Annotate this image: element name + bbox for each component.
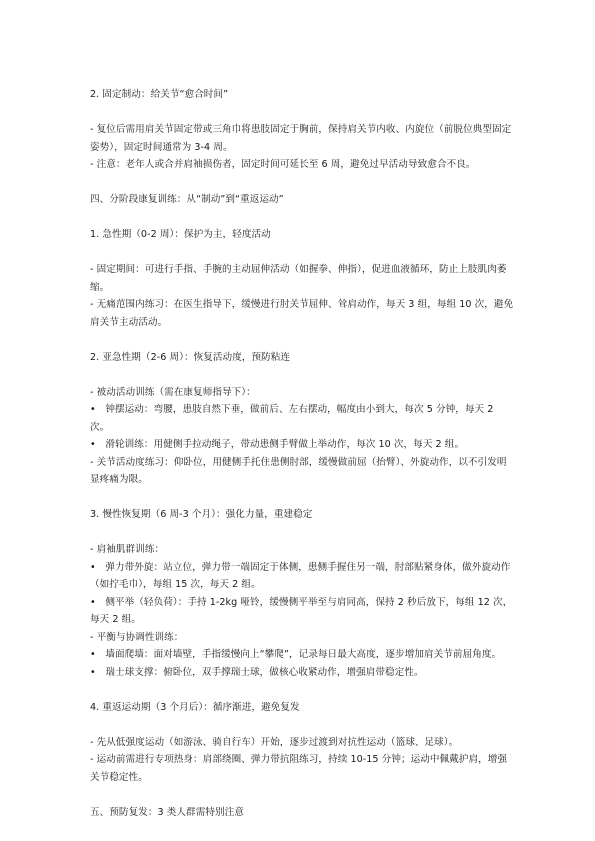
- document-body: [90, 86, 515, 821]
- subheading-subacute-phase: 2. 亚急性期（2-6 周）：恢复活动度，预防粘连: [90, 351, 291, 363]
- subheading-return-phase: 4. 重返运动期（3 个月后）：循序渐进，避免复发: [90, 701, 300, 713]
- bullet-lateral-raise: • 侧平举（轻负荷）：手持 1-2kg 哑铃，缓慢侧平举至与肩同高，保持 2 秒后放下，每组 12 次，每天 2 组。: [90, 596, 513, 625]
- spacer: [90, 716, 515, 734]
- paragraph-rotator-cuff: - 肩袖肌群训练：: [90, 544, 165, 555]
- bullet-pulley: • 滑轮训练：用健侧手拉动绳子，带动患侧手臂做上举动作，每次 10 次，每天 2 组。: [90, 439, 465, 450]
- paragraph-fixation-method: - 复位后需用肩关节固定带或三角巾将患肢固定于胸前，保持肩关节内收、内旋位（前脱位典型固定姿势），固定时间通常为 3-4 周。: [90, 124, 512, 153]
- paragraph-rom-exercise: - 关节活动度练习：仰卧位，用健侧手托住患侧肘部，缓慢做前屈（抬臂）、外旋动作，以不引发明显疼痛为限。: [90, 456, 507, 485]
- spacer: [90, 366, 515, 384]
- subheading-acute-phase: 1. 急性期（0-2 周）：保护为主，轻度活动: [90, 229, 271, 240]
- spacer: [90, 174, 515, 192]
- paragraph-passive-training: - 被动活动训练（需在康复师指导下）：: [90, 386, 256, 398]
- paragraph-warmup: - 运动前需进行专项热身：肩部绕圈、弹力带抗阻练习，持续 10-15 分钟；运动中佩戴护肩，增强关节稳定性。: [90, 754, 508, 783]
- section-heading-prevention: 五、预防复发：3 类人群需特别注意: [90, 806, 244, 818]
- paragraph-acute-painfree: - 无痛范围内练习：在医生指导下，缓慢进行肘关节屈伸、耸肩动作，每天 3 组，每组 10 次，避免肩关节主动活动。: [90, 299, 514, 328]
- spacer: [90, 489, 515, 507]
- section-heading-fixation: 2. 固定制动：给关节“愈合时间”: [90, 89, 229, 100]
- spacer: [90, 786, 515, 804]
- paragraph-low-intensity: - 先从低强度运动（如游泳、骑自行车）开始，逐步过渡到对抗性运动（篮球、足球）。: [90, 736, 459, 748]
- bullet-wall-climb: • 墙面爬墙：面对墙壁，手指缓慢向上“攀爬”，记录每日最大高度，逐步增加肩关节前屈角度。: [90, 649, 502, 660]
- paragraph-acute-fixation: - 固定期间：可进行手指、手腕的主动屈伸活动（如握拳、伸指），促进血液循环，防止上肢肌肉萎缩。: [90, 264, 507, 293]
- spacer: [90, 331, 515, 349]
- spacer: [90, 681, 515, 699]
- bullet-band-external-rotation: • 弹力带外旋：站立位，弹力带一端固定于体侧，患侧手握住另一端，肘部贴紧身体，做外旋动作（如拧毛巾），每组 15 次，每天 2 组。: [90, 561, 511, 590]
- paragraph-fixation-note: - 注意：老年人或合并肩袖损伤者，固定时间可延长至 6 周，避免过早活动导致愈合不良。: [90, 159, 476, 170]
- bullet-swiss-ball: • 瑞士球支撑：俯卧位，双手撑瑞士球，做核心收紧动作，增强肩带稳定性。: [90, 666, 424, 678]
- paragraph-balance-training: - 平衡与协调性训练：: [90, 631, 184, 643]
- spacer: [90, 209, 515, 227]
- bullet-pendulum: • 钟摆运动：弯腰，患肢自然下垂，做前后、左右摆动，幅度由小到大，每次 5 分钟，每天 2 次。: [90, 404, 494, 433]
- subheading-chronic-phase: 3. 慢性恢复期（6 周-3 个月）：强化力量，重建稳定: [90, 509, 313, 520]
- section-heading-rehab: 四、分阶段康复训练：从“制动”到“重返运动”: [90, 194, 284, 205]
- spacer: [90, 104, 515, 122]
- spacer: [90, 244, 515, 262]
- spacer: [90, 524, 515, 542]
